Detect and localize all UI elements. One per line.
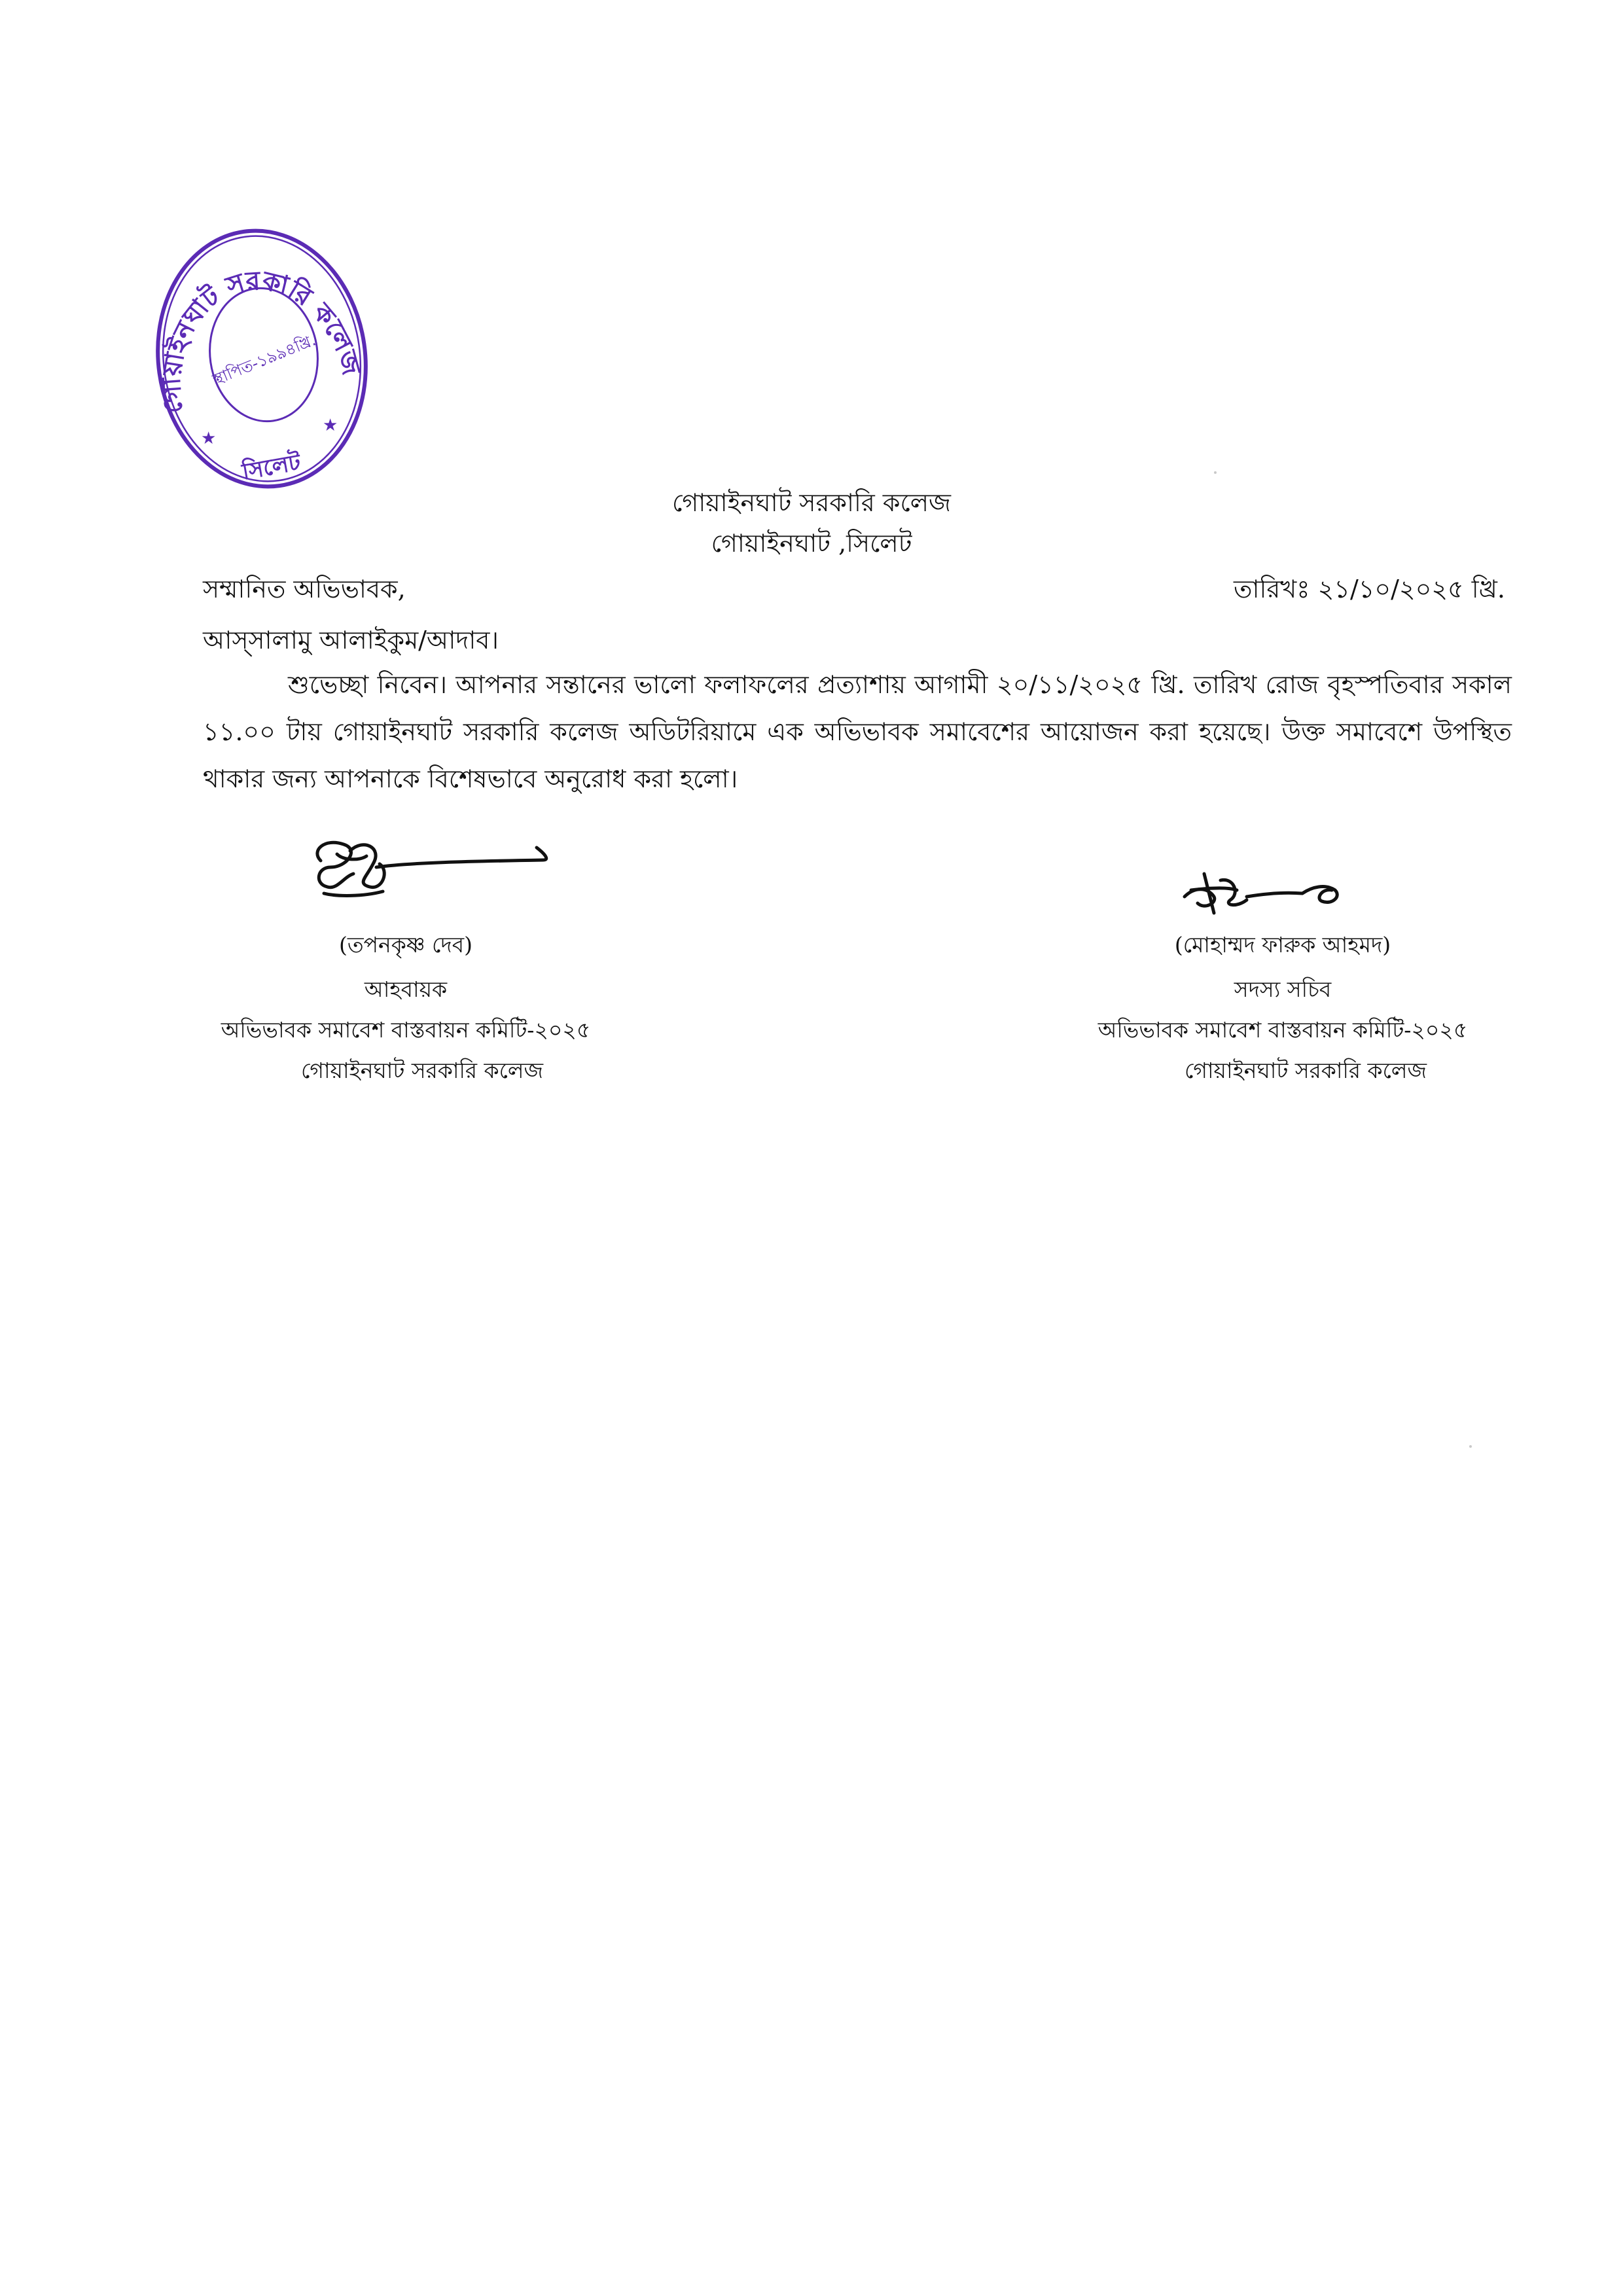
convenor-signature — [298, 831, 560, 916]
secretary-committee: অভিভাবক সমাবেশ বাস্তবায়ন কমিটি-২০২৫ — [1097, 1017, 1468, 1043]
letter-date: তারিখঃ ২১/১০/২০২৫ খ্রি. — [1233, 575, 1505, 603]
svg-text:গোয়াইনঘাট সরকারি কলেজ — [156, 265, 366, 414]
seal-outer-text: গোয়াইনঘাট সরকারি কলেজ — [156, 265, 366, 414]
secretary-title: সদস্য সচিব — [1234, 977, 1332, 1002]
greeting: আস্সালামু আলাইকুম/আদাব। — [203, 626, 499, 655]
convenor-college: গোয়াইনঘাট সরকারি কলেজ — [300, 1058, 544, 1083]
seal-center-text: স্থাপিত-১৯৯৪খ্রি. — [209, 331, 319, 389]
convenor-name: (তপনকৃষ্ণ দেব) — [339, 932, 473, 958]
convenor-signature-block — [216, 925, 596, 1091]
seal-star-icon: ★ — [201, 429, 217, 448]
recipient-salutation: সম্মানিত অভিভাবক, — [203, 575, 406, 603]
secretary-name: (মোহাম্মদ ফারুক আহমদ) — [1174, 932, 1391, 958]
scan-speck — [1214, 471, 1217, 474]
secretary-signature-block — [1034, 925, 1531, 1091]
letter-body: শুভেচ্ছা নিবেন। আপনার সন্তানের ভালো ফলাফলের প্রত্যাশায় আগামী ২০/১১/২০২৫ খ্রি. তারিখ রোজ বৃহস্পতিবার সকাল ১১.০০ টায় গোয়াইনঘাট সরকারি কলেজ অডিটরিয়ামে এক অভিভাবক সমাবেশের আয়োজন করা হয়েছে। উক্ত সমাবেশে উপস্থিত থাকার জন্য আপনাকে বিশেষভাবে অনুরোধ করা হলো। — [203, 670, 1512, 793]
convenor-title: আহবায়ক — [364, 977, 448, 1002]
convenor-committee: অভিভাবক সমাবেশ বাস্তবায়ন কমিটি-২০২৫ — [221, 1017, 591, 1043]
college-name: গোয়াইনঘাট সরকারি কলেজ — [671, 488, 952, 517]
college-address: গোয়াইনঘাট ,সিলেট — [711, 529, 912, 558]
college-seal — [147, 216, 383, 497]
secretary-college: গোয়াইনঘাট সরকারি কলেজ — [1184, 1058, 1427, 1083]
secretary-signature — [1175, 861, 1371, 920]
seal-bottom-text: সিলেট — [240, 449, 303, 486]
seal-star-icon: ★ — [323, 416, 338, 435]
scan-speck — [1469, 1445, 1472, 1448]
